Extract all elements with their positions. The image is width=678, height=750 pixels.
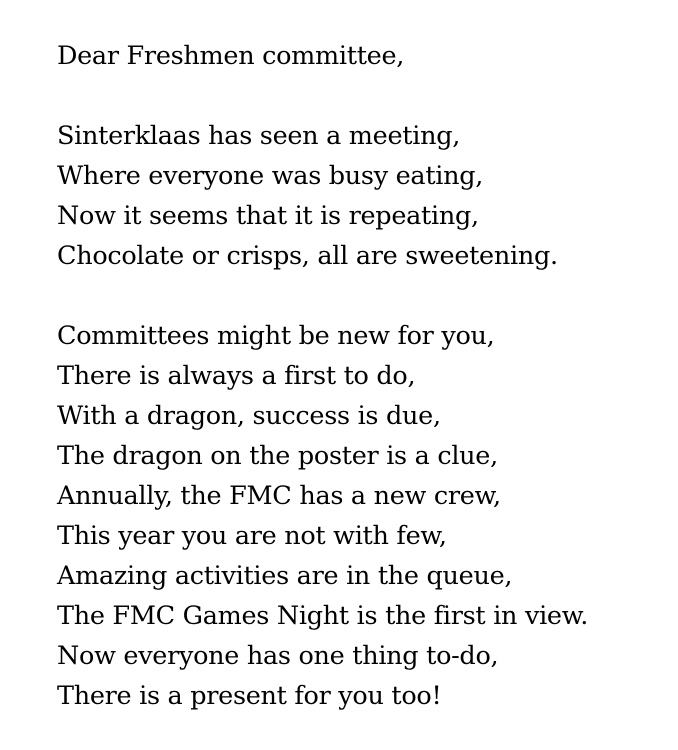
poem-line: Sinterklaas has seen a meeting,	[57, 121, 461, 151]
poem-line: With a dragon, success is due,	[57, 401, 441, 431]
poem-line: The dragon on the poster is a clue,	[57, 441, 498, 471]
stanza-1	[57, 116, 669, 276]
stanza-gap	[57, 276, 669, 316]
poem-line: Annually, the FMC has a new crew,	[57, 481, 501, 511]
poem-line: Chocolate or crisps, all are sweetening.	[57, 241, 558, 271]
stanza-gap	[57, 76, 669, 116]
salutation: Dear Freshmen committee,	[57, 41, 405, 71]
stanza-2	[57, 316, 669, 716]
poem-line: Where everyone was busy eating,	[57, 161, 484, 191]
poem-line: The FMC Games Night is the first in view.	[57, 601, 589, 631]
poem-line: This year you are not with few,	[57, 521, 447, 551]
poem-line: Amazing activities are in the queue,	[57, 561, 513, 591]
poem-line: There is always a first to do,	[57, 361, 416, 391]
poem-letter	[57, 36, 669, 716]
poem-line: Now everyone has one thing to-do,	[57, 641, 499, 671]
poem-line: Committees might be new for you,	[57, 321, 495, 351]
poem-line: There is a present for you too!	[57, 681, 442, 711]
poem-line: Now it seems that it is repeating,	[57, 201, 479, 231]
